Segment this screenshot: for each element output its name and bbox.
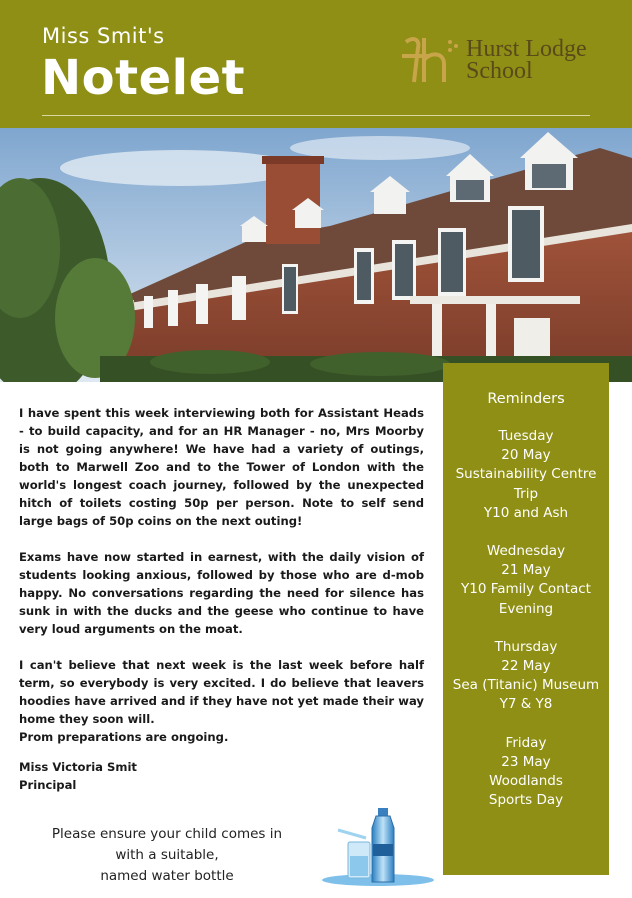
reminder-event [443, 734, 609, 811]
reminders-heading: Reminders [487, 391, 565, 407]
reminder-line: 23 May [501, 753, 551, 770]
signoff-name: Miss Victoria Smit [19, 760, 137, 774]
school-logo [400, 34, 600, 90]
reminders-panel [443, 363, 609, 875]
reminder-line: Thursday [494, 638, 558, 655]
reminder-line: Sustainability Centre [455, 466, 597, 483]
reminder-line: Sea (Titanic) Museum [452, 677, 600, 694]
school-name-line1: Hurst Lodge [466, 36, 587, 62]
header-banner [0, 0, 632, 128]
page-title: Notelet [41, 50, 246, 106]
reminder-line: 21 May [501, 562, 551, 579]
notice-line: with a suitable, [115, 847, 219, 863]
water-bottle-notice [22, 824, 312, 887]
reminder-line: Trip [513, 485, 539, 502]
reminder-event [443, 542, 609, 619]
reminder-event [443, 427, 609, 523]
school-crest-icon [400, 34, 464, 86]
reminder-line: Sports Day [488, 792, 564, 809]
letter-paragraph: Exams have now started in earnest, with the daily vision of students looking anxious, followed by those who are d-mob happy. No conversations regarding the need for silence has sunk in with the ducks and the geese who continue to have very loud arguments on the moat. [19, 550, 424, 636]
reminder-line: Y10 Family Contact [461, 581, 591, 598]
letter-paragraph: I have spent this week interviewing both for Assistant Heads - to build capacity, and for an HR Manager - no, Mrs Moorby is not going anywhere! We have had a variety of outings, both to Marwell Zoo and to the Tower of London with the world's longest coach journey, followed by the unexpected hitch of toilets costing 50p per person. Note to self send large bags of 50p coins on the next outing! [19, 406, 424, 528]
letter-paragraph: I can't believe that next week is the last week before half term, so everybody is very excited. I do believe that leavers hoodies have arrived and if they have not yet made their way home they soon will. [19, 658, 424, 726]
notice-line: Please ensure your child comes in [51, 826, 283, 842]
school-building-photo [0, 128, 632, 382]
school-name [466, 38, 587, 82]
reminder-line: 20 May [501, 447, 551, 464]
header-divider [42, 115, 590, 116]
signature-block [19, 758, 137, 794]
reminder-line: 22 May [501, 658, 551, 675]
reminder-line: Y7 & Y8 [499, 696, 553, 713]
reminder-line: Wednesday [486, 543, 566, 560]
reminder-event [443, 638, 609, 715]
reminder-line: Tuesday [498, 428, 554, 444]
reminder-line: Woodlands [489, 773, 563, 790]
school-name-line2: School [466, 58, 533, 84]
reminder-line: Friday [505, 734, 547, 751]
reminder-line: Evening [498, 600, 554, 617]
subtitle: Miss Smit's [42, 24, 165, 48]
signoff-role: Principal [19, 778, 77, 792]
letter-body [19, 404, 424, 746]
letter-last-line: Prom preparations are ongoing. [19, 730, 229, 744]
water-bottle-icon [308, 808, 434, 888]
reminder-line: Y10 and Ash [483, 504, 569, 521]
notice-line: named water bottle [100, 868, 234, 884]
